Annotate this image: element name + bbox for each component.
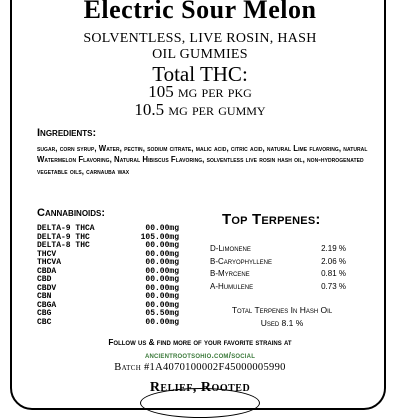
ingredients-heading: Ingredients: <box>37 127 97 139</box>
total-terpenes-value: Used 8.1 % <box>260 318 304 328</box>
product-title: Electric Sour Melon <box>83 0 317 24</box>
cannabinoid-value: 00.00mg <box>145 241 179 250</box>
cannabinoids-list <box>37 225 179 327</box>
cannabinoid-row <box>37 319 179 328</box>
cannabinoid-name: DELTA-9 THCA <box>37 224 95 233</box>
brand-tagline: Relief, Rooted <box>149 380 251 395</box>
terpene-row <box>210 243 346 256</box>
brand-logo-icon <box>140 388 260 418</box>
ingredients-text: sugar, corn syrup, Water, pectin, sodium citrate, malic acid, citric acid, natural Lime flavoring, natural Watermelon Flavoring, Natural Hibiscus Flavoring, solventless live rosin hash oil, non-hydrogenated vegetable oils, carnauba wax <box>37 144 368 176</box>
cannabinoid-name: THCV <box>37 249 57 259</box>
product-subtitle-line1: SOLVENTLESS, LIVE ROSIN, HASH <box>83 31 317 46</box>
terpene-value: 0.73 % <box>321 281 346 291</box>
cannabinoid-name: CBG <box>37 309 52 318</box>
terpene-name: A-Humulene <box>210 281 254 291</box>
social-url-link[interactable]: ancientrootsohio.com/social <box>144 350 256 360</box>
cannabinoid-name: CBC <box>37 317 52 327</box>
thc-per-gummy: 10.5 mg per gummy <box>134 100 266 119</box>
cannabinoid-value: 00.00mg <box>145 266 179 276</box>
cannabinoid-value: 00.00mg <box>145 317 179 327</box>
cannabinoid-value: 00.00mg <box>145 249 179 259</box>
cannabinoid-name: CBD <box>37 275 52 284</box>
total-terpenes-label: Total Terpenes In Hash Oil <box>231 305 333 315</box>
terpene-name: B-Myrcene <box>210 269 250 278</box>
cannabinoid-value: 00.00mg <box>145 300 179 310</box>
cannabinoids-heading: Cannabinoids: <box>37 207 106 219</box>
thc-per-package: 105 mg per pkg <box>148 82 252 101</box>
terpene-row <box>210 281 346 294</box>
total-thc-heading: Total THC: <box>152 62 248 86</box>
terpene-name: D-Limonene <box>210 244 251 253</box>
cannabinoid-name: THCVA <box>37 258 62 267</box>
terpene-value: 2.06 % <box>321 256 346 266</box>
cannabinoid-value: 00.00mg <box>145 283 179 293</box>
cannabinoid-value: 05.50mg <box>145 309 179 318</box>
cannabinoid-name: CBDV <box>37 283 57 293</box>
cannabinoid-value: 00.00mg <box>145 275 179 284</box>
terpene-row <box>210 256 346 269</box>
cannabinoid-name: CBN <box>37 292 52 301</box>
cannabinoid-name: CBGA <box>37 300 57 310</box>
terpene-row <box>210 268 346 281</box>
terpene-value: 0.81 % <box>321 269 346 278</box>
cannabinoid-name: DELTA-8 THC <box>37 241 90 250</box>
terpenes-list <box>210 243 346 293</box>
cannabinoid-value: 00.00mg <box>145 258 179 267</box>
follow-text: Follow us & find more of your favorite strains at <box>108 338 292 347</box>
cannabinoid-value: 105.00mg <box>140 232 179 242</box>
cannabinoid-value: 00.00mg <box>145 224 179 233</box>
batch-number: Batch #1A4070100002F45000005990 <box>114 362 286 373</box>
cannabinoid-name: DELTA-9 THC <box>37 232 90 242</box>
terpene-name: B-Caryophyllene <box>210 256 273 266</box>
terpene-value: 2.19 % <box>321 244 346 253</box>
terpenes-heading: Top Terpenes: <box>222 211 321 228</box>
cannabinoid-name: CBDA <box>37 266 57 276</box>
product-subtitle-line2: OIL GUMMIES <box>152 47 248 62</box>
cannabinoid-value: 00.00mg <box>145 292 179 301</box>
